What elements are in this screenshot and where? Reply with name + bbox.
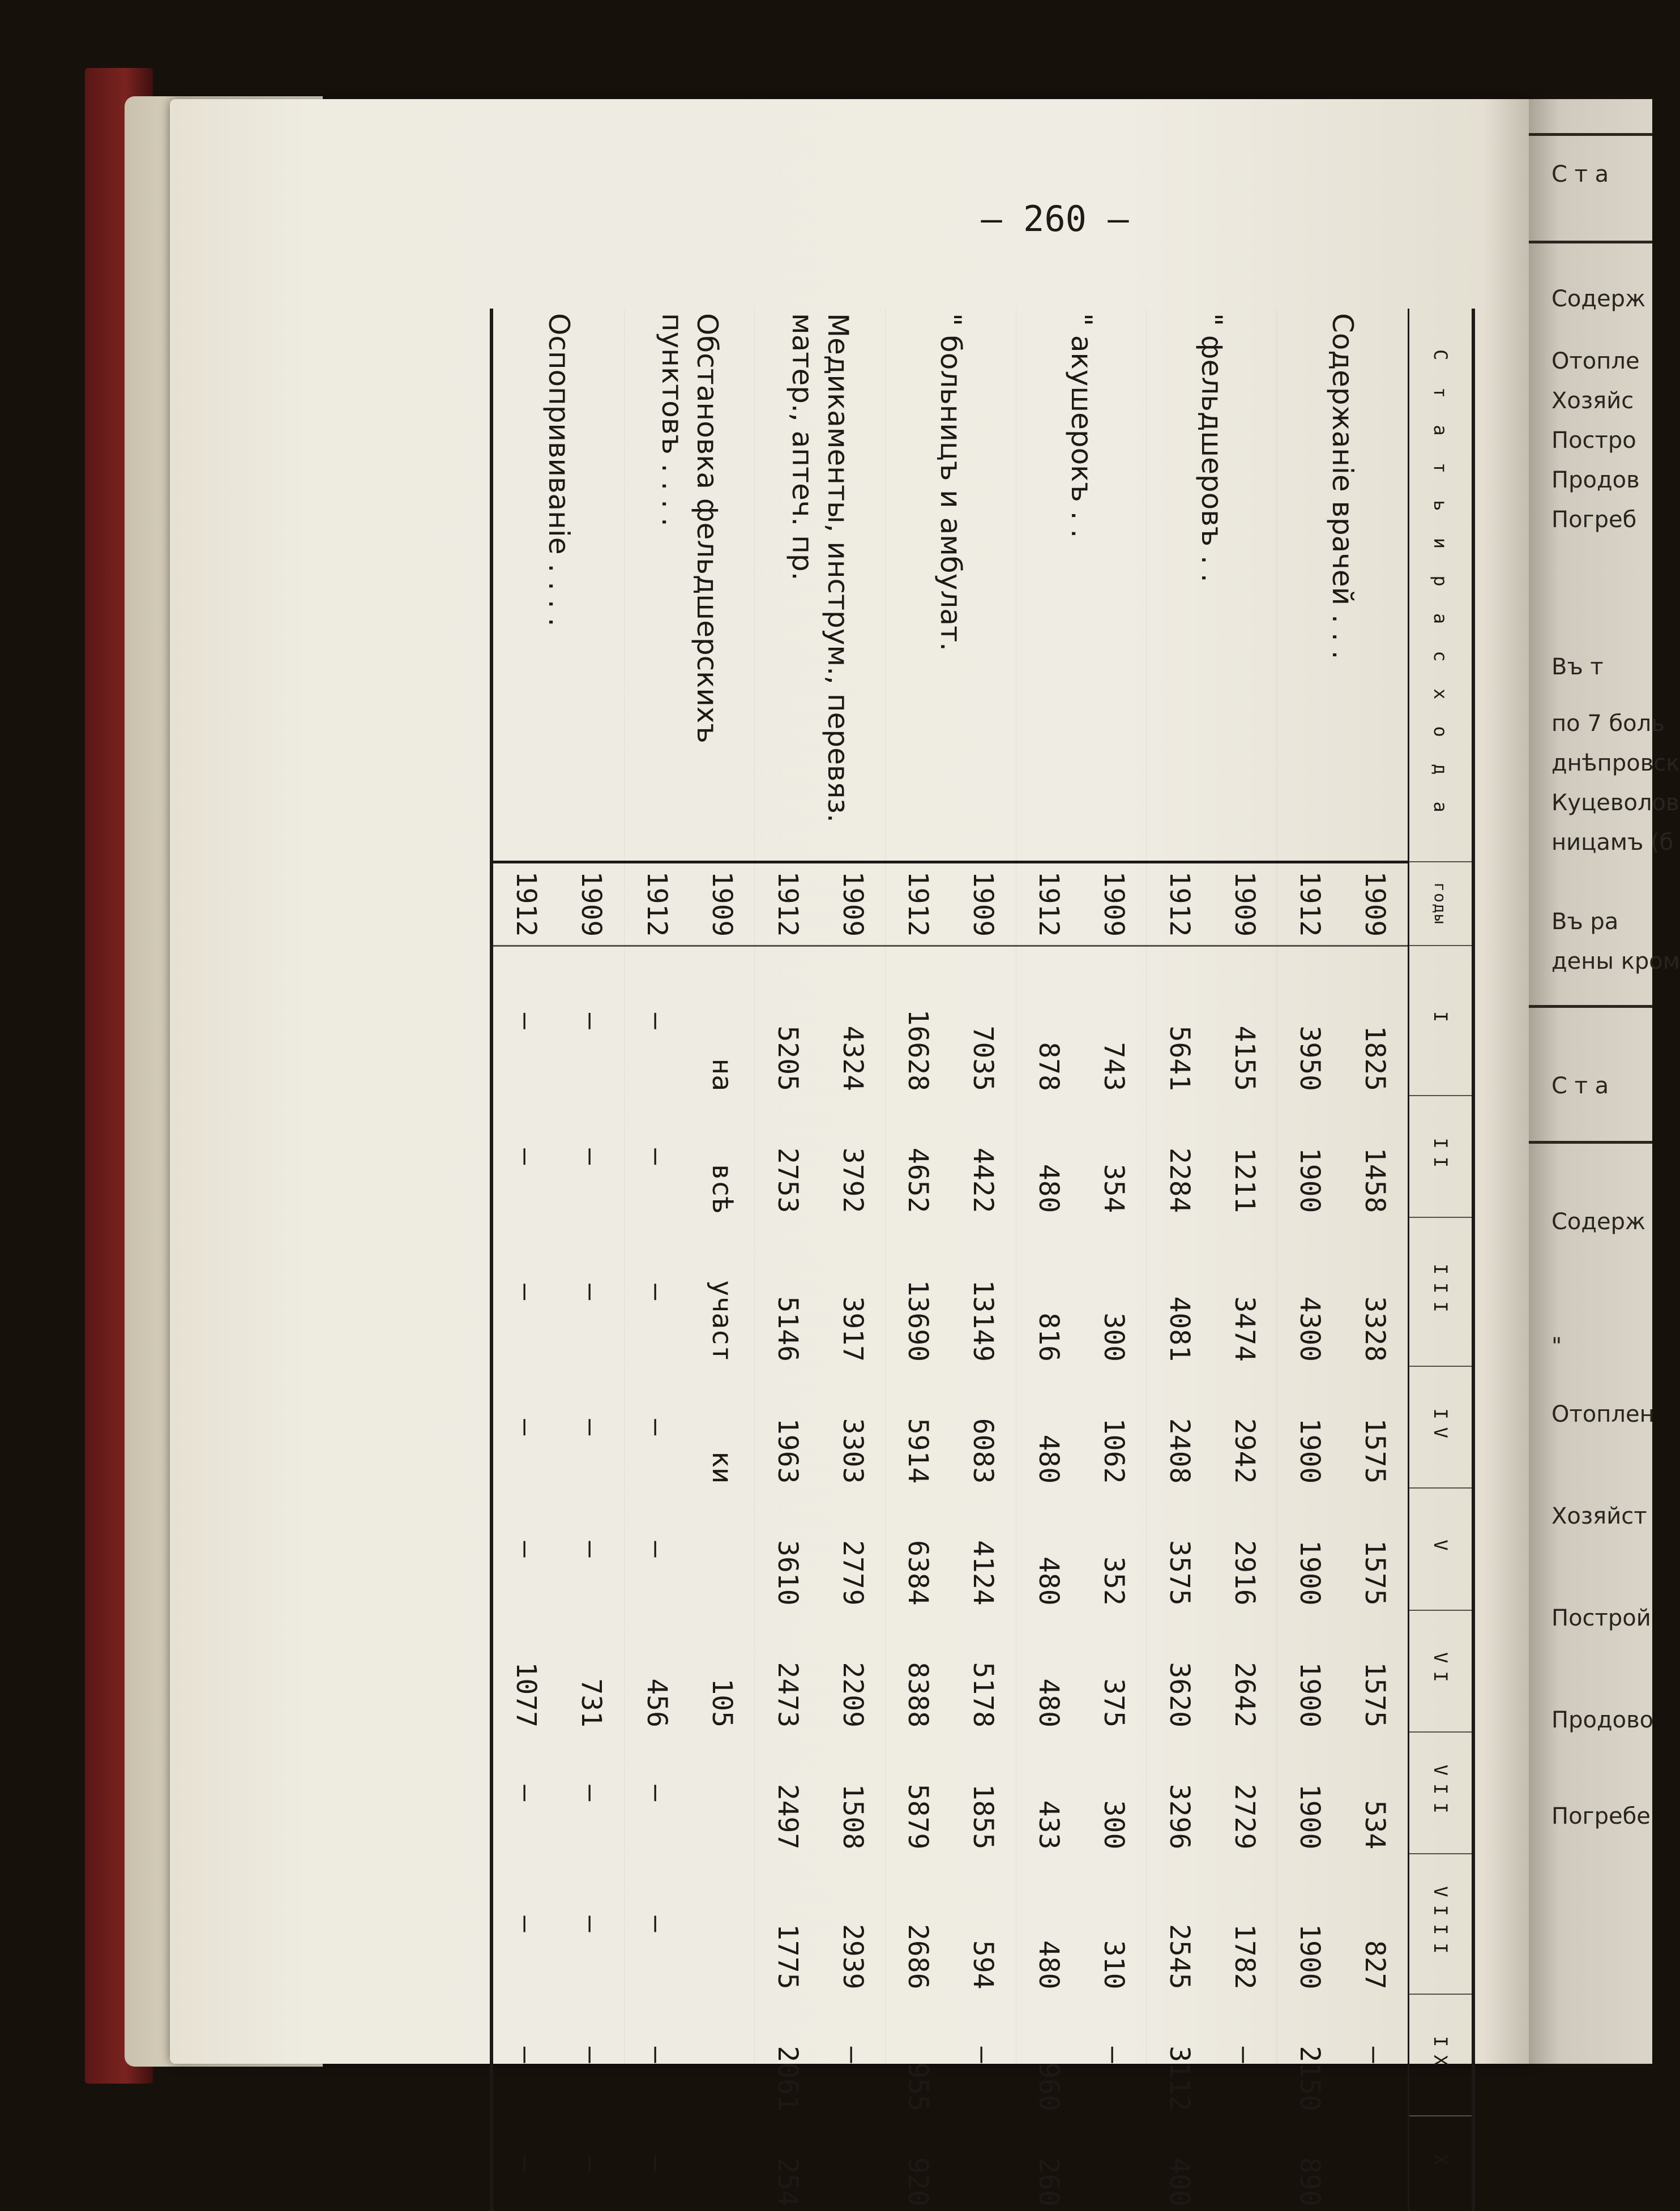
row-year: 1912 (755, 862, 820, 946)
cell-month-4: 480 (1033, 1434, 1065, 1484)
header-month-1: I (1409, 946, 1474, 1096)
cell-month-4: 3303 (820, 1366, 885, 1488)
cell-month-2: 1458 (1343, 1096, 1409, 1217)
cell-month-3: — (559, 1217, 624, 1366)
next-page-rule (1529, 1005, 1652, 1008)
next-page-fragment: С т а (1551, 161, 1609, 187)
cell-month-2: 1211 (1212, 1096, 1277, 1217)
cell-month-3: 4300 (1294, 1296, 1326, 1362)
cell-month-8: 2686 (902, 1923, 934, 1990)
cell-month-7: — (559, 1732, 624, 1854)
cell-month-10: 890 (1294, 2157, 1326, 2206)
next-page-fragment: Построй (1551, 1605, 1651, 1631)
next-page-fragment: С т а (1551, 1073, 1609, 1099)
cell-month-8: 310 (1081, 1854, 1147, 1994)
cell-month-1: 1825 (1343, 946, 1409, 1096)
cell-month-8: — (559, 1854, 624, 1994)
cell-month-9: — (1081, 1994, 1147, 2116)
cell-month-1: — (641, 1012, 673, 1029)
row-year: 1912 (491, 862, 559, 946)
next-page-fragment: Въ т (1551, 654, 1604, 680)
header-item-column: С т а т ь и р а с х о д а (1409, 309, 1474, 862)
cell-month-1: — (559, 946, 624, 1096)
cell-month-9: 2061 (771, 2046, 803, 2111)
row-item-label: " больницъ и амбулат. (886, 309, 1016, 862)
cell-month-8: 480 (1033, 1940, 1065, 1990)
cell-month-4: 5914 (902, 1418, 934, 1484)
cell-month-3: 13690 (902, 1280, 934, 1362)
row-year: 1909 (820, 862, 885, 946)
cell-month-7: 3296 (1163, 1784, 1195, 1850)
cell-month-10: 254 (771, 2157, 803, 2206)
cell-month-2: 4422 (951, 1096, 1016, 1217)
cell-month-3: 13149 (951, 1217, 1016, 1366)
cell-month-4: 2942 (1212, 1366, 1277, 1488)
row-year: 1912 (1147, 862, 1212, 946)
cell-month-10: 260 (1033, 2157, 1065, 2206)
row-year: 1912 (1016, 862, 1081, 946)
cell-month-6: 5178 (951, 1610, 1016, 1732)
cell-month-6: 480 (1033, 1678, 1065, 1728)
cell-month-6: 731 (559, 1610, 624, 1732)
cell-month-8: — (641, 1915, 673, 1932)
row-year: 1909 (1212, 862, 1277, 946)
cell-month-2: — (641, 1148, 673, 1165)
cell-month-1: на (690, 946, 755, 1096)
cell-month-1: 4324 (820, 946, 885, 1096)
next-page-fragment: Отоплен (1551, 1401, 1655, 1427)
cell-month-6: 2473 (771, 1662, 803, 1728)
row-item-label: Медикаменты, инструм., перевяз. матер., аптеч. пр. (755, 309, 886, 862)
cell-month-8: — (510, 1915, 542, 1932)
cell-month-4: 2408 (1163, 1418, 1195, 1484)
cell-month-10 (1081, 2116, 1147, 2211)
cell-month-1: 3950 (1294, 1025, 1326, 1092)
next-page-fragment: днѣпровск (1551, 750, 1680, 776)
header-month-10: X (1409, 2116, 1474, 2211)
cell-month-5: 352 (1081, 1488, 1147, 1610)
next-page-fragment: Продово (1551, 1707, 1654, 1733)
cell-month-7: 2497 (771, 1784, 803, 1850)
cell-month-6: 3620 (1163, 1662, 1195, 1728)
cell-month-7 (690, 1732, 755, 1854)
header-month-6: VI (1409, 1610, 1474, 1732)
cell-month-10: 400 (1163, 2157, 1195, 2206)
next-page-fragment: Содерж (1551, 286, 1646, 312)
cell-month-3: — (641, 1284, 673, 1301)
cell-month-8 (690, 1854, 755, 1994)
cell-month-10 (690, 2116, 755, 2211)
cell-month-4: 1062 (1081, 1366, 1147, 1488)
cell-month-8: 1775 (771, 1923, 803, 1990)
cell-month-5: 3575 (1163, 1540, 1195, 1606)
table-row (559, 309, 624, 2211)
cell-month-1: 878 (1033, 1042, 1065, 1092)
cell-month-7: — (641, 1785, 673, 1802)
cell-month-3: 4081 (1163, 1296, 1195, 1362)
rotated-table-wrapper (490, 309, 1475, 2211)
cell-month-4: 1900 (1294, 1418, 1326, 1484)
cell-month-3: — (510, 1284, 542, 1301)
row-item-label: " акушерокъ . . (1016, 309, 1147, 862)
cell-month-6: 1077 (510, 1662, 542, 1728)
cell-month-7: 1508 (820, 1732, 885, 1854)
header-month-2: II (1409, 1096, 1474, 1217)
cell-month-10: — (641, 2155, 673, 2172)
header-month-7: VII (1409, 1732, 1474, 1854)
row-year: 1909 (951, 862, 1016, 946)
next-page-edge (1529, 99, 1680, 2064)
cell-month-2: 354 (1081, 1096, 1147, 1217)
cell-month-3: участ (690, 1217, 755, 1366)
cell-month-5: 4124 (951, 1488, 1016, 1610)
cell-month-4: — (559, 1366, 624, 1488)
cell-month-9: — (820, 1994, 885, 2116)
cell-month-6: 456 (641, 1678, 673, 1728)
row-year: 1909 (1081, 862, 1147, 946)
cell-month-3: 5146 (771, 1296, 803, 1362)
table-body (491, 309, 1409, 2211)
cell-month-7: 5879 (902, 1784, 934, 1850)
cell-month-9: — (510, 2046, 542, 2063)
cell-month-6: 2642 (1212, 1610, 1277, 1732)
cell-month-5 (690, 1488, 755, 1610)
cell-month-3: 816 (1033, 1312, 1065, 1362)
row-year: 1912 (624, 862, 689, 946)
cell-month-10: — (559, 2116, 624, 2211)
row-year: 1912 (886, 862, 951, 946)
header-month-5: V (1409, 1488, 1474, 1610)
cell-month-8: 2939 (820, 1854, 885, 1994)
cell-month-8: 1782 (1212, 1854, 1277, 1994)
cell-month-4: ки (690, 1366, 755, 1488)
header-month-8: VIII (1409, 1854, 1474, 1994)
cell-month-2: — (510, 1148, 542, 1165)
row-item-label: Обстановка фельдшерскихъ пунктовъ . . . . (624, 309, 755, 862)
cell-month-4: — (641, 1419, 673, 1436)
cell-month-4: — (510, 1419, 542, 1436)
cell-month-1: 4155 (1212, 946, 1277, 1096)
next-page-fragment: Постро (1551, 427, 1636, 454)
row-item-label: " фельдшеровъ . . (1147, 309, 1277, 862)
cell-month-2: 480 (1033, 1164, 1065, 1213)
table-row (1081, 309, 1147, 2211)
cell-month-1: 16628 (902, 1009, 934, 1092)
cell-month-10: 920 (902, 2157, 934, 2206)
header-month-4: IV (1409, 1366, 1474, 1488)
cell-month-3: 3917 (820, 1217, 885, 1366)
cell-month-2: — (559, 1096, 624, 1217)
cell-month-4: 6083 (951, 1366, 1016, 1488)
next-page-fragment: " (1551, 1333, 1562, 1359)
cell-month-8: 1900 (1294, 1923, 1326, 1990)
cell-month-5: — (510, 1541, 542, 1558)
cell-month-1: 743 (1081, 946, 1147, 1096)
next-page-rule (1529, 1141, 1652, 1144)
cell-month-5: 1575 (1343, 1488, 1409, 1610)
cell-month-5: 2916 (1212, 1488, 1277, 1610)
cell-month-6: 1900 (1294, 1662, 1326, 1728)
table-row (690, 309, 755, 2211)
cell-month-5: 6384 (902, 1540, 934, 1606)
cell-month-3: 3474 (1212, 1217, 1277, 1366)
next-page-rule (1529, 133, 1652, 136)
cell-month-1: — (510, 1012, 542, 1029)
table-row (951, 309, 1016, 2211)
cell-month-9: 960 (1033, 2062, 1065, 2111)
cell-month-7: — (510, 1785, 542, 1802)
cell-month-6: 1575 (1343, 1610, 1409, 1732)
cell-month-5: 480 (1033, 1556, 1065, 1606)
header-month-3: III (1409, 1217, 1474, 1366)
cell-month-3: 3328 (1343, 1217, 1409, 1366)
row-item-label: Оспопрививаніе . . . . (491, 309, 624, 862)
next-page-fragment: Куцеволов (1551, 790, 1679, 816)
next-page-fragment: Въ ра (1551, 909, 1619, 935)
row-year: 1909 (690, 862, 755, 946)
cell-month-8: 594 (951, 1854, 1016, 1994)
cell-month-9: — (951, 1994, 1016, 2116)
cell-month-1: 5641 (1163, 1025, 1195, 1092)
cell-month-5: 2779 (820, 1488, 885, 1610)
row-year: 1909 (559, 862, 624, 946)
cell-month-10 (1212, 2116, 1277, 2211)
next-page-fragment: Хозяйст (1551, 1503, 1647, 1529)
header-month-9: IX (1409, 1994, 1474, 2116)
cell-month-6: 375 (1081, 1610, 1147, 1732)
cell-month-10 (820, 2116, 885, 2211)
cell-month-2: 1900 (1294, 1147, 1326, 1213)
next-page-fragment: Отопле (1551, 348, 1640, 374)
table-header-row (1409, 309, 1474, 2211)
cell-month-6: 105 (690, 1610, 755, 1732)
next-page-rule (1529, 241, 1652, 243)
cell-month-9 (690, 1994, 755, 2116)
cell-month-9: — (1343, 1994, 1409, 2116)
cell-month-6: 8388 (902, 1662, 934, 1728)
cell-month-7: 1855 (951, 1732, 1016, 1854)
next-page-fragment: Погребе (1551, 1803, 1651, 1829)
cell-month-9: 3112 (1163, 2046, 1195, 2111)
cell-month-5: — (641, 1541, 673, 1558)
cell-month-8: 2545 (1163, 1923, 1195, 1990)
cell-month-2: 3792 (820, 1096, 885, 1217)
cell-month-7: 2729 (1212, 1732, 1277, 1854)
cell-month-5: — (559, 1488, 624, 1610)
next-page-fragment: ницамъ (б (1551, 829, 1674, 856)
expense-table (490, 309, 1475, 2211)
row-year: 1912 (1277, 862, 1342, 946)
cell-month-9: — (1212, 1994, 1277, 2116)
table-row (820, 309, 885, 2211)
next-page-fragment: Продов (1551, 467, 1640, 493)
cell-month-7: 534 (1343, 1732, 1409, 1854)
cell-month-9: — (641, 2046, 673, 2063)
cell-month-9: 2150 (1294, 2046, 1326, 2111)
cell-month-9: — (559, 1994, 624, 2116)
cell-month-7: 1900 (1294, 1784, 1326, 1850)
cell-month-1: 5205 (771, 1025, 803, 1092)
cell-month-7: 433 (1033, 1800, 1065, 1850)
next-page-fragment: Содерж (1551, 1209, 1646, 1235)
cell-month-2: 4652 (902, 1147, 934, 1213)
header-year-column: годы (1409, 862, 1474, 946)
cell-month-2: 2284 (1163, 1147, 1195, 1213)
row-item-label: Содержаніе врачей . . . (1277, 309, 1408, 862)
cell-month-5: 1900 (1294, 1540, 1326, 1606)
cell-month-3: 300 (1081, 1217, 1147, 1366)
cell-month-10 (951, 2116, 1016, 2211)
row-year: 1909 (1343, 862, 1409, 946)
next-page-fragment: Погреб (1551, 507, 1637, 533)
cell-month-9: 955 (902, 2062, 934, 2111)
cell-month-4: 1963 (771, 1418, 803, 1484)
next-page-fragment: дены кром (1551, 948, 1680, 974)
page-number: — 260 — (981, 198, 1129, 240)
cell-month-8: 827 (1343, 1854, 1409, 1994)
cell-month-4: 1575 (1343, 1366, 1409, 1488)
cell-month-1: 7035 (951, 946, 1016, 1096)
cell-month-10 (1343, 2116, 1409, 2211)
table-row (1212, 309, 1277, 2211)
next-page-fragment: Хозяйс (1551, 388, 1634, 414)
next-page-fragment: по 7 боль (1551, 711, 1665, 737)
cell-month-2: всѣ (690, 1096, 755, 1217)
table-row (1343, 309, 1409, 2211)
cell-month-7: 300 (1081, 1732, 1147, 1854)
cell-month-6: 2209 (820, 1610, 885, 1732)
cell-month-2: 2753 (771, 1147, 803, 1213)
cell-month-5: 3610 (771, 1540, 803, 1606)
cell-month-10: — (510, 2155, 542, 2172)
